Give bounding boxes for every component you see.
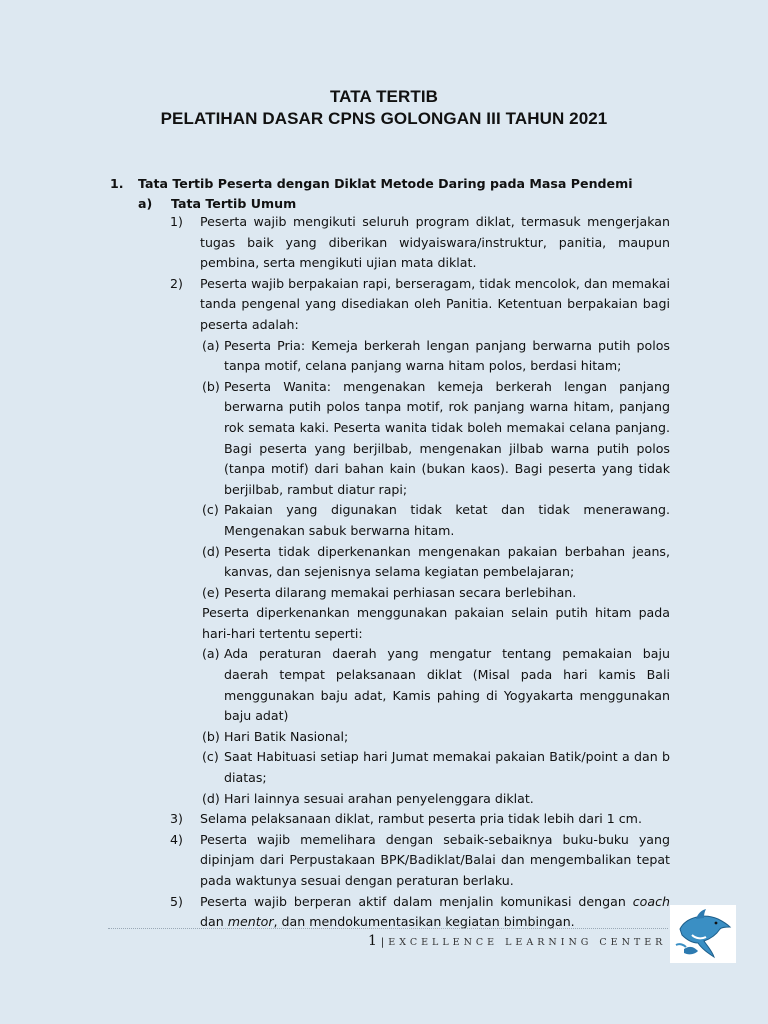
list-item [202,583,670,604]
item-text: Peserta wajib berpakaian rapi, berseragam, tidak mencolok, dan memakai tanda pengenal yang disediakan oleh Panitia. Ketentuan berpakaian bagi peserta adalah: [200,275,670,332]
subsection-heading-text: Tata Tertib Umum [171,196,297,211]
item-text-part: , dan mendokumentasikan kegiatan bimbingan. [273,914,575,930]
item-number: (b) [202,728,220,744]
dress-rules-list [202,336,670,604]
item-text: Ada peraturan daerah yang mengatur tentang pemakaian baju daerah tempat pelaksanaan diklat (Misal pada hari kamis Bali menggunakan baju adat, Kamis pahing di Yogyakarta menggunakan baju adat) [224,646,670,724]
item-text: Peserta wajib mengikuti seluruh program diklat, termasuk mengerjakan tugas baik yang diberikan widyaiswara/instruktur, panitia, maupun pembina, serta mengikuti ujian mata diklat. [200,214,670,271]
list-item [202,377,670,501]
title-line-1: TATA TERTIB [329,87,439,106]
item-number: (c) [202,749,219,765]
page-footer [368,930,666,949]
title-line-2: PELATIHAN DASAR CPNS GOLONGAN III TAHUN 2021 [160,109,608,128]
subsection-number: a) [138,196,153,211]
item-number: (e) [202,584,220,600]
item-text: Peserta Pria: Kemeja berkerah lengan panjang berwarna putih polos tanpa motif, celana panjang warna hitam polos, berdasi hitam; [224,337,670,374]
item-number: 3) [170,811,183,827]
item-number: (d) [202,790,220,806]
exception-paragraph [202,603,670,644]
item-text-part: dan [200,914,228,930]
item-text-part: Peserta wajib berperan aktif dalam menjalin komunikasi dengan [200,893,633,909]
list-item [202,542,670,583]
coach-term: coach [632,893,670,909]
rules-list [170,212,670,933]
list-item [170,212,670,274]
list-item [170,892,670,933]
list-item [202,500,670,541]
item-number: 1) [170,214,183,229]
item-text: Peserta dilarang memakai perhiasan secara berlebihan. [224,584,577,600]
list-item [170,274,670,336]
paragraph-text: Peserta diperkenankan menggunakan pakaian selain putih hitam pada hari-hari tertentu seperti: [202,605,670,641]
item-text: Pakaian yang digunakan tidak ketat dan tidak menerawang. Mengenakan sabuk berwarna hitam. [224,502,670,538]
item-text: Peserta Wanita: mengenakan kemeja berkerah lengan panjang berwarna putih polos tanpa motif, rok panjang warna hitam, panjang rok semata kaki. Peserta wanita tidak boleh memakai celana panjang. Bagi peserta yang berjilbab, mengenakan jilbab warna putih polos (tanpa motif) dari bahan kain (bukan kaos). Bagi peserta yang tidak berjilbab, rambut diatur rapi; [224,378,670,497]
list-item [202,336,670,377]
section-number: 1. [110,176,124,191]
list-item [170,830,670,892]
list-item [202,789,670,810]
list-item [202,644,670,726]
item-number: (a) [202,646,220,662]
dolphin-logo-icon [670,905,736,963]
mentor-term: mentor [227,914,274,930]
item-number: (d) [202,543,220,559]
item-text: Selama pelaksanaan diklat, rambut peserta pria tidak lebih dari 1 cm. [200,811,642,827]
list-item [170,809,670,830]
item-text: Hari lainnya sesuai arahan penyelenggara diklat. [224,790,534,806]
dolphin-logo-graphic [670,905,736,963]
footer-separator: | [380,937,385,948]
list-item [202,747,670,788]
exceptions-list [202,644,670,809]
item-number: (b) [202,378,220,394]
item-text: Hari Batik Nasional; [224,728,349,744]
footer-brand: EXCELLENCE LEARNING CENTER [388,937,667,948]
item-text: Saat Habituasi setiap hari Jumat memakai pakaian Batik/point a dan b diatas; [224,749,670,786]
section-heading-text: Tata Tertib Peserta dengan Diklat Metode Daring pada Masa Pendemi [138,176,633,191]
page-number: 1 [368,933,377,949]
item-number: (a) [202,337,220,353]
item-text: Peserta wajib memelihara dengan sebaik-sebaiknya buku-buku yang dipinjam dari Perpustakaan BPK/Badiklat/Balai dan mengembalikan tepat pada waktunya sesuai dengan peraturan berlaku. [200,831,670,888]
item-number: (c) [202,502,219,518]
list-item [202,727,670,748]
item-number: 2) [170,275,183,291]
item-text: Peserta tidak diperkenankan mengenakan pakaian berbahan jeans, kanvas, dan sejenisnya selama kegiatan pembelajaran; [224,543,670,580]
item-number: 4) [170,831,183,847]
item-number: 5) [170,893,183,909]
